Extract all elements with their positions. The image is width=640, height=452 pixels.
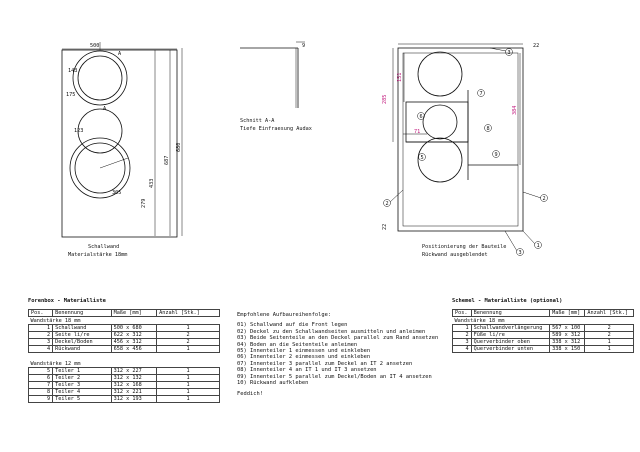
step-03: 03) Beide Seitenteile an den Deckel parallel zum Rand ansetzen <box>237 335 439 342</box>
table-row: 1 Schallwand 500 x 680 1 <box>29 325 220 332</box>
step-05: 05) Innenteiler 1 einmessen und einkleben <box>237 348 371 355</box>
schemel-material-list <box>452 298 634 353</box>
marker-8-label: 8 <box>486 126 490 132</box>
forenbox-table <box>28 309 220 403</box>
dim-500: 500 <box>90 43 100 49</box>
marker-2-right-label: 2 <box>542 196 546 202</box>
tweeter-cutout <box>78 109 122 153</box>
col-dims: Maße [mm] <box>550 310 585 317</box>
dim-22-top: 22 <box>533 43 540 49</box>
leader-2-left <box>390 190 403 202</box>
dim-433: 433 <box>149 178 155 188</box>
driver-top <box>418 52 462 96</box>
table-row: 9 Teiler 5 312 x 193 1 <box>29 396 220 403</box>
front-material: Materialstärke 18mm <box>68 252 128 258</box>
dim-123: 123 <box>74 128 84 134</box>
step-08: 08) Innenteiler 4 an IT 1 und IT 3 ansetzen <box>237 367 377 374</box>
step-02: 02) Deckel zu den Schallwandseiten ausmitteln und anleimen <box>237 328 426 335</box>
step-06: 06) Innenteiler 2 einmessen und einkleben <box>237 354 371 361</box>
compartment-middle <box>406 102 468 142</box>
leader-2-right <box>523 192 541 198</box>
table-row: 1 Schallwandverlängerung 567 x 100 2 <box>453 325 634 332</box>
step-10: 10) Rückwand aufkleben <box>237 380 309 387</box>
box-outer <box>398 48 523 231</box>
dim-279: 279 <box>141 198 147 208</box>
leader-1 <box>523 231 535 244</box>
dim-687: 687 <box>164 155 170 165</box>
schemel-table <box>452 309 634 353</box>
schemel-group-18mm: Wandstärke 18 mm <box>454 318 505 325</box>
baffle-outline <box>62 50 177 237</box>
dim-175: 175 <box>66 92 76 98</box>
schemel-title: Schemel - Materialliste (optional) <box>452 298 563 304</box>
col-name: Benennung <box>53 310 112 317</box>
table-row: 4 Rückwand 658 x 456 1 <box>29 346 220 353</box>
step-04: 04) Boden an die Seitenteile anleimen <box>237 341 358 348</box>
table-row: 8 Teiler 4 312 x 221 1 <box>29 389 220 396</box>
forenbox-group-12mm: Wandstärke 12 mm <box>30 361 81 368</box>
leader-3-bottom <box>505 231 517 251</box>
dim-384: 384 <box>512 105 518 115</box>
forenbox-title: Forenbox - Materialliste <box>28 298 106 304</box>
dim-143: 143 <box>68 68 78 74</box>
section-mark-a-bottom: A <box>103 106 107 112</box>
table-row: 7 Teiler 3 312 x 168 1 <box>29 382 220 389</box>
col-pos: Pos. <box>29 310 53 317</box>
positioning-view <box>382 43 548 258</box>
marker-9-label: 9 <box>494 152 498 158</box>
woofer-cutout-inner <box>78 56 122 100</box>
table-row: 6 Teiler 2 312 x 132 1 <box>29 375 220 382</box>
col-qty: Anzahl [Stk.] <box>157 310 220 317</box>
dim-285: 285 <box>382 94 388 104</box>
section-caption: Schnitt A-A <box>240 118 275 124</box>
section-caption2: Tiefe Einfraesung Audax <box>240 126 312 132</box>
marker-5-label: 5 <box>420 155 424 161</box>
assembly-instructions <box>237 312 438 398</box>
marker-3-top-label: 3 <box>507 50 511 56</box>
step-01: 01) Schallwand auf die Front legen <box>237 322 348 329</box>
front-view <box>62 42 182 258</box>
dim-22-bottom: 22 <box>382 223 388 230</box>
positioning-caption2: Rückwand ausgeblendet <box>422 252 488 258</box>
instructions-closing: Feddich! <box>237 391 263 398</box>
section-mark-a-top: A <box>118 51 122 57</box>
col-name: Benennung <box>471 310 550 317</box>
instructions-title: Empfohlene Aufbaureihenfolge: <box>237 312 332 318</box>
radius-marker <box>100 158 128 168</box>
col-dims: Maße [mm] <box>111 310 157 317</box>
col-qty: Anzahl [Stk.] <box>585 310 634 317</box>
step-07: 07) Innenteiler 3 parallel zum Deckel an IT 2 ansetzen <box>237 360 413 367</box>
forenbox-group-18mm: Wandstärke 18 mm <box>30 318 81 325</box>
table-row: 3 Deckel/Boden 456 x 312 2 <box>29 339 220 346</box>
marker-1-label: 1 <box>536 243 540 249</box>
woofer-cutout-outer <box>73 51 127 105</box>
table-row: 3 Querverbinder oben 338 x 312 1 <box>453 339 634 346</box>
section-view <box>240 42 312 132</box>
table-row: 2 Seite li/re 622 x 312 2 <box>29 332 220 339</box>
table-row: 5 Teiler 1 312 x 227 1 <box>29 368 220 375</box>
col-pos: Pos. <box>453 310 472 317</box>
box-inner <box>403 53 518 226</box>
dim-71: 71 <box>414 129 421 135</box>
schemel-header-row <box>453 310 634 317</box>
marker-2-left-label: 2 <box>385 201 389 207</box>
driver-middle <box>423 105 457 139</box>
driver-bottom <box>418 138 462 182</box>
table-row: 2 Füße li/re 589 x 312 2 <box>453 332 634 339</box>
front-caption: Schallwand <box>88 244 120 250</box>
leader-3-top <box>490 48 506 51</box>
table-row: 4 Querverbinder unten 338 x 150 1 <box>453 346 634 353</box>
marker-7-label: 7 <box>479 91 483 97</box>
marker-6-label: 6 <box>419 114 423 120</box>
forenbox-header-row <box>29 310 220 317</box>
dim-305: 305 <box>112 190 122 196</box>
positioning-caption: Positionierung der Bauteile <box>422 244 507 250</box>
dim-680: 680 <box>176 142 182 152</box>
section-dim-9: 9 <box>302 43 306 49</box>
marker-3-bottom-label: 3 <box>518 250 522 256</box>
step-09: 09) Innenteiler 5 parallel zum Deckel/Boden an IT 4 ansetzen <box>237 373 432 380</box>
dim-151: 151 <box>397 72 403 82</box>
forenbox-material-list <box>28 298 220 403</box>
